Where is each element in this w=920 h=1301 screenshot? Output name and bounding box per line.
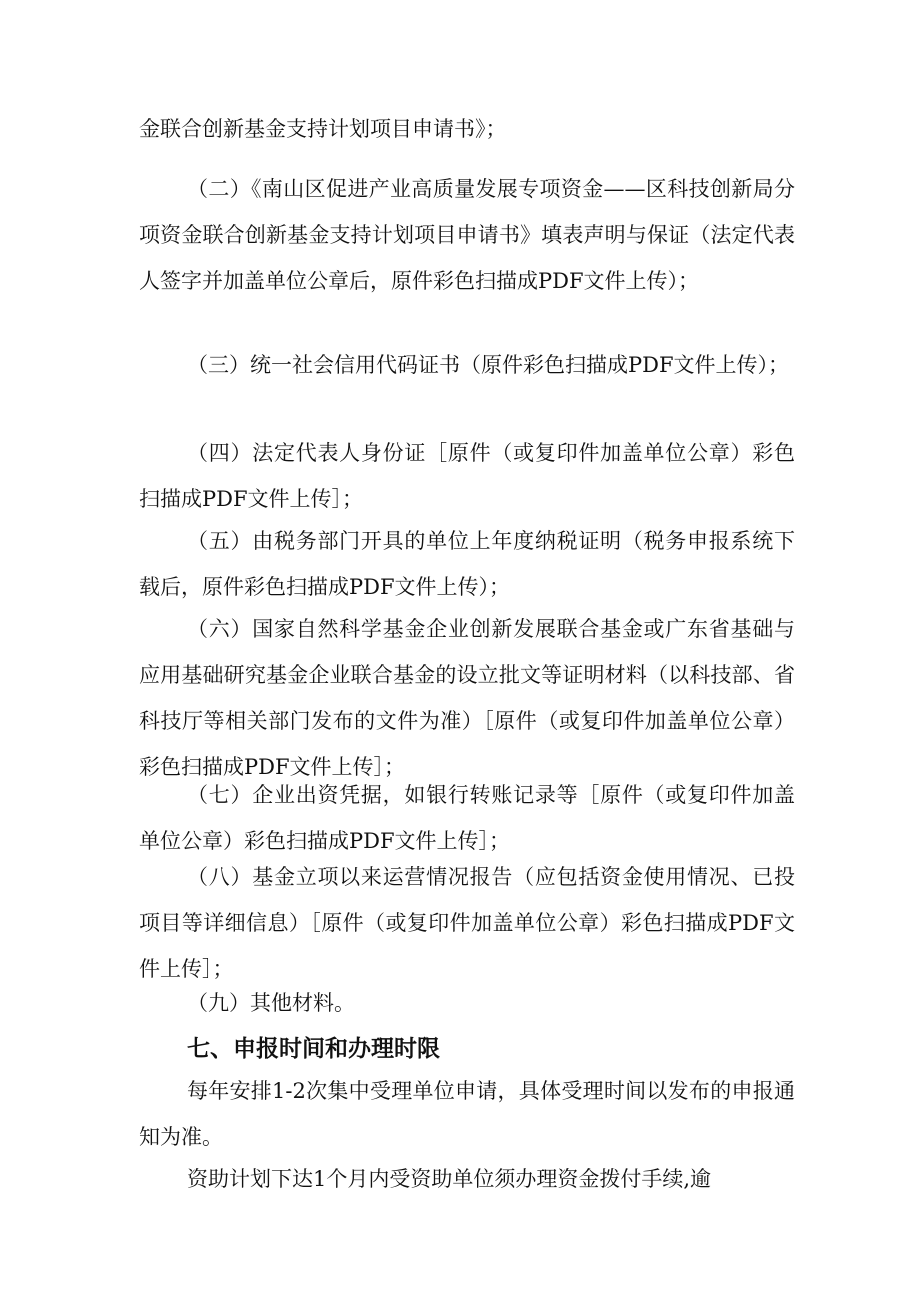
paragraph-continuation: 金联合创新基金支持计划项目申请书》； bbox=[139, 117, 507, 141]
list-item-6: （六）国家自然科学基金企业创新发展联合基金或广东省基础与应用基础研究基金企业联合基金的设立批文等证明材料（以科技部、省科技厅等相关部门发布的文件为准）［原件（或复印件加盖单位公章）彩色扫描成PDF文件上传］； bbox=[139, 617, 795, 779]
list-item-4: （四）法定代表人身份证［原件（或复印件加盖单位公章）彩色扫描成PDF文件上传］； bbox=[139, 441, 795, 511]
list-item-2: （二）《南山区促进产业高质量发展专项资金——区科技创新局分项资金联合创新基金支持计划项目申请书》填表声明与保证（法定代表人签字并加盖单位公章后，原件彩色扫描成PDF文件上传）； bbox=[139, 177, 795, 293]
time-paragraph-2: 资助计划下达1个月内受资助单位须办理资金拨付手续,逾 bbox=[187, 1167, 712, 1191]
list-item-9: （九）其他材料。 bbox=[187, 991, 355, 1015]
time-paragraph-1: 每年安排1-2次集中受理单位申请，具体受理时间以发布的申报通知为准。 bbox=[139, 1079, 795, 1149]
section-heading: 七、申报时间和办理时限 bbox=[187, 1036, 440, 1062]
list-item-3: （三）统一社会信用代码证书（原件彩色扫描成PDF文件上传）； bbox=[187, 353, 790, 377]
list-item-7: （七）企业出资凭据，如银行转账记录等［原件（或复印件加盖单位公章）彩色扫描成PDF文件上传］； bbox=[139, 783, 795, 853]
list-item-8: （八）基金立项以来运营情况报告（应包括资金使用情况、已投项目等详细信息）［原件（或复印件加盖单位公章）彩色扫描成PDF文件上传］； bbox=[139, 865, 795, 981]
list-item-5: （五）由税务部门开具的单位上年度纳税证明（税务申报系统下载后，原件彩色扫描成PDF文件上传）； bbox=[139, 529, 795, 599]
